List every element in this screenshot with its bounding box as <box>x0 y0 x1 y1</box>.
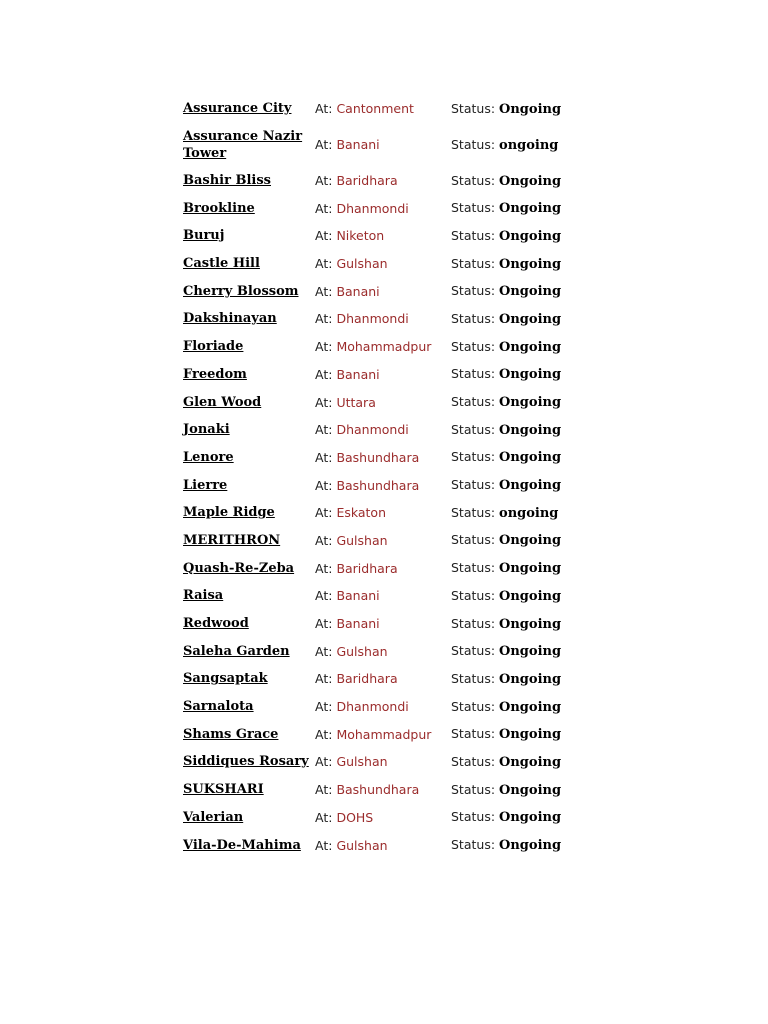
project-name-link[interactable]: Vila-De-Mahima <box>183 837 301 853</box>
at-label: At: <box>315 532 333 548</box>
project-name-link[interactable]: Saleha Garden <box>183 643 290 659</box>
status-label: Status: <box>451 753 496 769</box>
status-cell <box>451 228 561 244</box>
location-value: Dhanmondi <box>336 699 409 715</box>
status-cell <box>451 256 561 272</box>
project-row <box>183 305 583 333</box>
at-label: At: <box>315 782 333 798</box>
at-label: At: <box>315 560 333 576</box>
status-cell <box>451 671 561 687</box>
project-name-link[interactable]: Floriade <box>183 339 244 355</box>
location-value: Gulshan <box>336 754 388 770</box>
project-name-link[interactable]: Sarnalota <box>183 699 254 715</box>
status-value: Ongoing <box>499 561 562 577</box>
status-label: Status: <box>451 421 496 437</box>
status-cell <box>451 339 561 355</box>
project-row <box>183 499 583 527</box>
location-value: Dhanmondi <box>336 200 409 216</box>
project-name-link[interactable]: MERITHRON <box>183 532 281 548</box>
project-row <box>183 748 583 776</box>
status-value: Ongoing <box>499 201 562 217</box>
status-cell <box>451 782 561 798</box>
project-row <box>183 776 583 804</box>
location-cell <box>315 311 451 326</box>
status-cell <box>451 477 561 493</box>
project-name-link[interactable]: Quash-Re-Zeba <box>183 560 295 576</box>
project-name-link[interactable]: Assurance City <box>183 101 292 117</box>
project-name-link[interactable]: Redwood <box>183 616 249 632</box>
status-cell <box>451 311 561 327</box>
location-cell <box>315 754 451 769</box>
status-value: Ongoing <box>499 367 562 383</box>
status-value: Ongoing <box>499 754 562 770</box>
status-value: Ongoing <box>499 588 562 604</box>
at-label: At: <box>315 699 333 715</box>
location-cell <box>315 173 451 188</box>
location-value: Gulshan <box>336 643 388 659</box>
status-label: Status: <box>451 698 496 714</box>
status-label: Status: <box>451 477 496 493</box>
status-label: Status: <box>451 587 496 603</box>
project-name-link[interactable]: Maple Ridge <box>183 505 275 521</box>
status-value: Ongoing <box>499 533 562 549</box>
at-label: At: <box>315 422 333 438</box>
project-row <box>183 333 583 361</box>
location-value: Banani <box>336 137 380 153</box>
status-cell <box>451 137 558 153</box>
location-cell <box>315 422 451 437</box>
location-cell <box>315 284 451 299</box>
status-cell <box>451 726 561 742</box>
status-label: Status: <box>451 172 496 188</box>
status-value: Ongoing <box>499 311 562 327</box>
status-cell <box>451 173 561 189</box>
status-label: Status: <box>451 100 496 116</box>
status-value: Ongoing <box>499 395 562 411</box>
project-name-link[interactable]: Bashir Bliss <box>183 173 271 189</box>
status-label: Status: <box>451 338 496 354</box>
project-name-link[interactable]: Castle Hill <box>183 256 260 272</box>
status-label: Status: <box>451 136 496 152</box>
status-cell <box>451 643 561 659</box>
status-value: Ongoing <box>499 450 562 466</box>
status-value: Ongoing <box>499 339 562 355</box>
project-row <box>183 222 583 250</box>
status-cell <box>451 532 561 548</box>
location-cell <box>315 478 451 493</box>
status-cell <box>451 449 561 465</box>
location-value: Baridhara <box>336 173 398 189</box>
status-value: Ongoing <box>499 810 562 826</box>
location-value: Dhanmondi <box>336 311 409 327</box>
project-row <box>183 416 583 444</box>
project-row <box>183 123 583 167</box>
status-value: Ongoing <box>499 478 562 494</box>
at-label: At: <box>315 449 333 465</box>
location-cell <box>315 395 451 410</box>
project-row <box>183 720 583 748</box>
location-cell <box>315 450 451 465</box>
project-row <box>183 831 583 859</box>
project-row <box>183 361 583 389</box>
project-name-link[interactable]: Siddiques Rosary <box>183 754 309 770</box>
location-cell <box>315 782 451 797</box>
status-value: Ongoing <box>499 838 562 854</box>
location-value: Uttara <box>336 394 376 410</box>
location-value: DOHS <box>336 809 374 825</box>
at-label: At: <box>315 616 333 632</box>
status-label: Status: <box>451 227 496 243</box>
status-cell <box>451 366 561 382</box>
status-value: Ongoing <box>499 173 562 189</box>
status-cell <box>451 101 561 117</box>
location-value: Banani <box>336 616 380 632</box>
location-value: Gulshan <box>336 837 388 853</box>
project-name-link[interactable]: Lierre <box>183 477 228 493</box>
at-label: At: <box>315 394 333 410</box>
location-cell <box>315 137 451 152</box>
project-name-link[interactable]: Buruj <box>183 228 225 244</box>
status-label: Status: <box>451 615 496 631</box>
location-cell <box>315 339 451 354</box>
at-label: At: <box>315 137 333 153</box>
project-name-link[interactable]: Cherry Blossom <box>183 283 299 299</box>
status-label: Status: <box>451 560 496 576</box>
status-label: Status: <box>451 283 496 299</box>
location-cell <box>315 533 451 548</box>
status-value: ongoing <box>499 505 559 521</box>
at-label: At: <box>315 477 333 493</box>
location-value: Cantonment <box>336 101 414 117</box>
status-value: Ongoing <box>499 228 562 244</box>
project-row <box>183 637 583 665</box>
project-name-link[interactable]: Shams Grace <box>183 726 279 742</box>
at-label: At: <box>315 726 333 742</box>
location-value: Baridhara <box>336 671 398 687</box>
at-label: At: <box>315 588 333 604</box>
location-cell <box>315 561 451 576</box>
status-value: Ongoing <box>499 671 562 687</box>
status-label: Status: <box>451 366 496 382</box>
location-value: Niketon <box>336 228 385 244</box>
status-label: Status: <box>451 394 496 410</box>
location-value: Banani <box>336 366 380 382</box>
status-label: Status: <box>451 310 496 326</box>
status-value: Ongoing <box>499 101 562 117</box>
status-label: Status: <box>451 781 496 797</box>
project-row <box>183 388 583 416</box>
at-label: At: <box>315 200 333 216</box>
status-value: Ongoing <box>499 699 562 715</box>
project-list <box>183 95 583 859</box>
location-value: Baridhara <box>336 560 398 576</box>
location-cell <box>315 838 451 853</box>
project-row <box>183 250 583 278</box>
project-name-link[interactable]: Raisa <box>183 588 224 604</box>
project-row <box>183 444 583 472</box>
at-label: At: <box>315 643 333 659</box>
project-name-link[interactable]: Valerian <box>183 809 244 825</box>
location-value: Mohammadpur <box>336 339 432 355</box>
project-row <box>183 527 583 555</box>
project-row <box>183 804 583 832</box>
location-value: Dhanmondi <box>336 422 409 438</box>
project-name-link[interactable]: Sangsaptak <box>183 671 268 687</box>
at-label: At: <box>315 809 333 825</box>
project-row <box>183 665 583 693</box>
location-cell <box>315 588 451 603</box>
location-value: Eskaton <box>336 505 386 521</box>
at-label: At: <box>315 837 333 853</box>
at-label: At: <box>315 256 333 272</box>
status-label: Status: <box>451 726 496 742</box>
project-name-link[interactable]: SUKSHARI <box>183 782 264 798</box>
status-label: Status: <box>451 809 496 825</box>
status-label: Status: <box>451 643 496 659</box>
status-cell <box>451 422 561 438</box>
project-name-link[interactable]: Glen Wood <box>183 394 262 410</box>
location-cell <box>315 727 451 742</box>
at-label: At: <box>315 754 333 770</box>
status-label: Status: <box>451 670 496 686</box>
project-row <box>183 277 583 305</box>
status-cell <box>451 809 561 825</box>
location-cell <box>315 644 451 659</box>
location-cell <box>315 671 451 686</box>
status-cell <box>451 588 561 604</box>
at-label: At: <box>315 228 333 244</box>
status-value: Ongoing <box>499 284 562 300</box>
location-cell <box>315 256 451 271</box>
location-value: Bashundhara <box>336 449 420 465</box>
project-row <box>183 554 583 582</box>
status-value: Ongoing <box>499 644 562 660</box>
at-label: At: <box>315 339 333 355</box>
status-value: Ongoing <box>499 727 562 743</box>
location-cell <box>315 616 451 631</box>
location-value: Banani <box>336 283 380 299</box>
project-row <box>183 167 583 195</box>
location-value: Gulshan <box>336 532 388 548</box>
project-name-link[interactable]: Lenore <box>183 449 234 465</box>
status-label: Status: <box>451 200 496 216</box>
status-value: Ongoing <box>499 422 562 438</box>
at-label: At: <box>315 671 333 687</box>
status-value: Ongoing <box>499 616 562 632</box>
location-value: Gulshan <box>336 256 388 272</box>
project-row <box>183 471 583 499</box>
status-label: Status: <box>451 449 496 465</box>
status-cell <box>451 200 561 216</box>
status-cell <box>451 616 561 632</box>
location-value: Banani <box>336 588 380 604</box>
at-label: At: <box>315 505 333 521</box>
status-value: Ongoing <box>499 256 562 272</box>
location-cell <box>315 201 451 216</box>
status-cell <box>451 837 561 853</box>
status-value: ongoing <box>499 137 559 153</box>
status-label: Status: <box>451 837 496 853</box>
location-cell <box>315 505 451 520</box>
location-cell <box>315 101 451 116</box>
status-value: Ongoing <box>499 782 562 798</box>
project-row <box>183 582 583 610</box>
project-row <box>183 194 583 222</box>
project-name-link[interactable]: Brookline <box>183 200 255 216</box>
location-value: Bashundhara <box>336 782 420 798</box>
at-label: At: <box>315 283 333 299</box>
status-cell <box>451 505 558 521</box>
at-label: At: <box>315 366 333 382</box>
project-name-link[interactable]: Dakshinayan <box>183 311 277 327</box>
status-cell <box>451 560 561 576</box>
project-row <box>183 693 583 721</box>
status-label: Status: <box>451 532 496 548</box>
status-cell <box>451 283 561 299</box>
project-name-link[interactable]: Jonaki <box>183 422 230 438</box>
project-row <box>183 95 583 123</box>
project-name-link[interactable]: Assurance Nazir Tower <box>183 128 303 161</box>
project-row <box>183 610 583 638</box>
location-cell <box>315 699 451 714</box>
location-cell <box>315 367 451 382</box>
status-cell <box>451 699 561 715</box>
status-label: Status: <box>451 255 496 271</box>
at-label: At: <box>315 101 333 117</box>
at-label: At: <box>315 173 333 189</box>
status-label: Status: <box>451 504 496 520</box>
status-cell <box>451 394 561 410</box>
location-value: Mohammadpur <box>336 726 432 742</box>
location-value: Bashundhara <box>336 477 420 493</box>
project-name-link[interactable]: Freedom <box>183 366 247 382</box>
location-cell <box>315 810 451 825</box>
at-label: At: <box>315 311 333 327</box>
location-cell <box>315 228 451 243</box>
status-cell <box>451 754 561 770</box>
